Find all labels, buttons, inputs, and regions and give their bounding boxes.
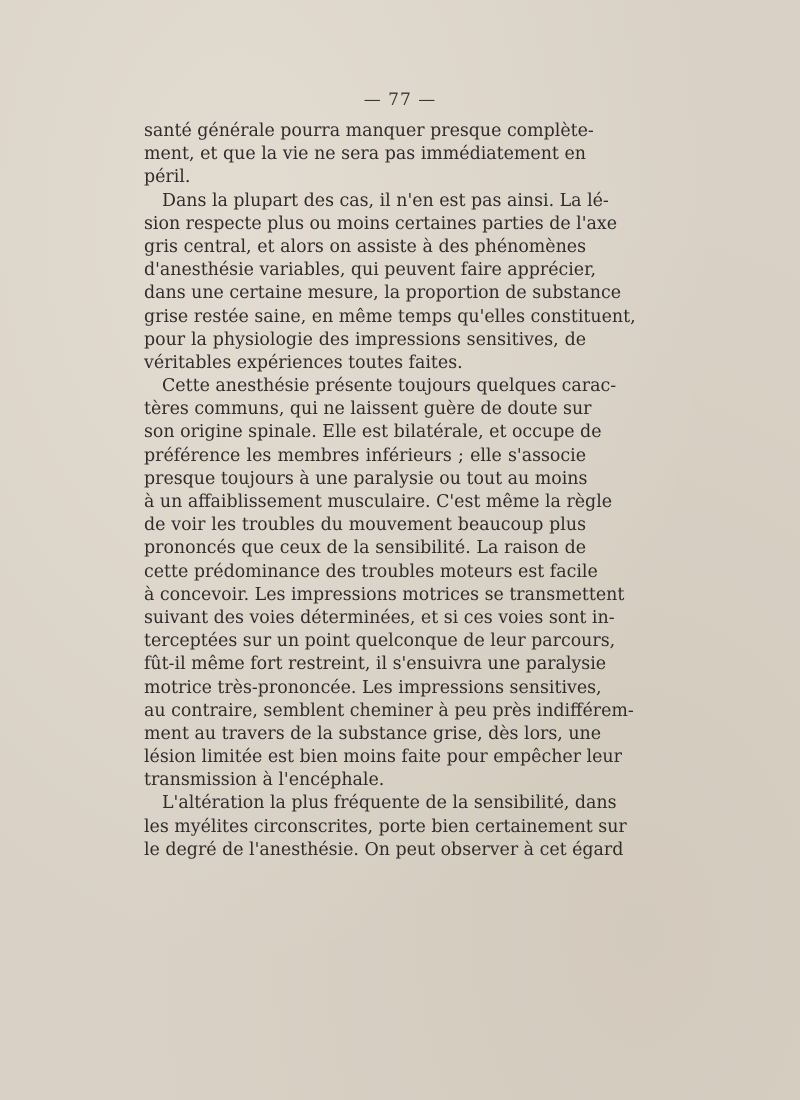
text-line: les myélites circonscrites, porte bien certainement sur <box>144 816 627 837</box>
text-line: transmission à l'encéphale. <box>144 770 385 791</box>
text-line: dans une certaine mesure, la proportion de substance <box>144 283 621 304</box>
text-line: à un affaiblissement musculaire. C'est même la règle <box>144 492 613 512</box>
text-line: sion respecte plus ou moins certaines parties de l'axe <box>144 213 617 234</box>
text-line: Dans la plupart des cas, il n'en est pas ainsi. La lé- <box>162 190 609 211</box>
text-line: cette prédominance des troubles moteurs est facile <box>144 561 598 582</box>
text-line: péril. <box>144 167 191 188</box>
text-line: santé générale pourra manquer presque complète- <box>144 121 594 141</box>
text-line: grise restée saine, en même temps qu'elles constituent, <box>144 306 636 327</box>
text-line: véritables expériences toutes faites. <box>144 352 463 373</box>
text-line: motrice très-prononcée. Les impressions sensitives, <box>144 677 602 698</box>
text-line: ment au travers de la substance grise, dès lors, une <box>144 723 602 744</box>
text-line: ment, et que la vie ne sera pas immédiatement en <box>144 144 586 165</box>
text-line: de voir les troubles du mouvement beaucoup plus <box>144 515 586 536</box>
text-line: lésion limitée est bien moins faite pour empêcher leur <box>144 747 622 768</box>
body-text <box>144 120 636 862</box>
text-line: terceptées sur un point quelconque de leur parcours, <box>144 631 616 652</box>
text-line: d'anesthésie variables, qui peuvent faire apprécier, <box>144 260 597 281</box>
page-number: — 77 — <box>363 90 437 110</box>
text-line: tères communs, qui ne laissent guère de doute sur <box>144 399 592 420</box>
text-line: à concevoir. Les impressions motrices se transmettent <box>144 584 625 605</box>
text-line: gris central, et alors on assiste à des phénomènes <box>144 236 586 257</box>
text-line: suivant des voies déterminées, et si ces voies sont in- <box>144 607 615 628</box>
text-line: son origine spinale. Elle est bilatérale, et occupe de <box>144 422 602 443</box>
text-line: Cette anesthésie présente toujours quelques carac- <box>162 376 617 397</box>
text-line: pour la physiologie des impressions sensitives, de <box>144 329 586 350</box>
text-line: fût-il même fort restreint, il s'ensuivra une paralysie <box>144 654 607 675</box>
text-line: préférence les membres inférieurs ; elle s'associe <box>144 445 586 466</box>
text-line: presque toujours à une paralysie ou tout au moins <box>144 468 588 489</box>
text-line: L'altération la plus fréquente de la sensibilité, dans <box>162 793 617 814</box>
text-line: au contraire, semblent cheminer à peu près indifférem- <box>144 700 634 721</box>
text-line: le degré de l'anesthésie. On peut observer à cet égard <box>144 839 624 860</box>
text-line: prononcés que ceux de la sensibilité. La raison de <box>144 538 586 559</box>
